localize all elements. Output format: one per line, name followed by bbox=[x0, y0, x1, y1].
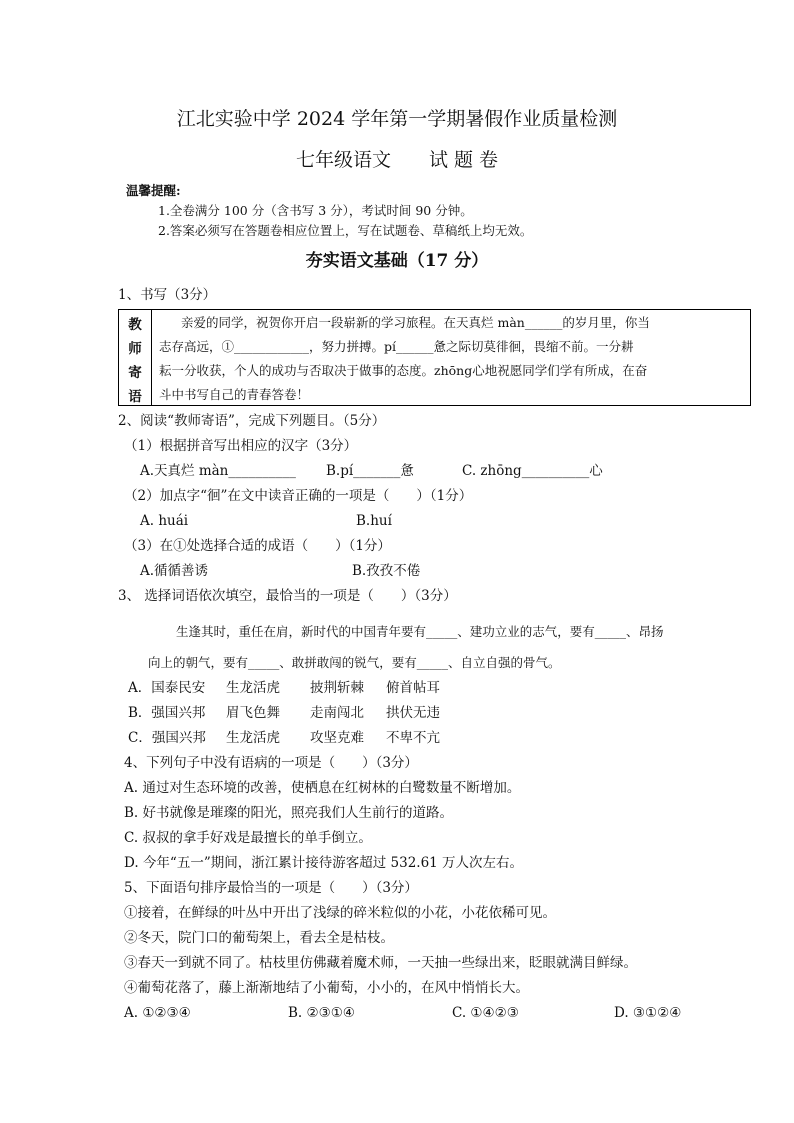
q3-passage-line: 生逢其时，重任在肩，新时代的中国青年要有_____、建功立业的志气，要有_____、昂扬 bbox=[176, 624, 664, 639]
q4-option-a: A. 通过对生态环境的改善，使栖息在红树林的白鹭数量不断增加。 bbox=[124, 780, 521, 796]
reminder-item-2: 2.答案必须写在答题卷相应位置上，写在试题卷、草稿纸上均无效。 bbox=[158, 223, 533, 238]
page-subtitle: 七年级语文 试 题 卷 bbox=[295, 149, 499, 171]
q4-option-c: C. 叔叔的拿手好戏是最擅长的单手倒立。 bbox=[124, 830, 372, 846]
q2-sub3-opt-b: B.孜孜不倦 bbox=[352, 563, 421, 579]
q2-sub1-opt-c: C. zhōng__________心 bbox=[462, 463, 603, 479]
q2-sub2-opt-b: B.huí bbox=[356, 513, 392, 529]
q2-sub2-opt-a: A. huái bbox=[140, 513, 189, 529]
box-label-char: 师 bbox=[128, 341, 142, 357]
box-line: 斗中书写自己的青春答卷！ bbox=[159, 387, 310, 402]
q1-title: 1、书写（3分） bbox=[118, 287, 217, 303]
q3-passage-line: 向上的朝气，要有_____、敢拼敢闯的锐气，要有_____、自立自强的骨气。 bbox=[148, 655, 561, 670]
q5-option-c: C. ①④②③ bbox=[452, 1005, 519, 1021]
box-label-char: 教 bbox=[128, 317, 142, 333]
q4-title: 4、下列句子中没有语病的一项是（ ）（3分） bbox=[124, 755, 418, 771]
q3-option-a-word: 生龙活虎 bbox=[226, 680, 280, 696]
q3-option-b-word: B．强国兴邦 bbox=[128, 705, 206, 721]
q3-option-c-word: 生龙活虎 bbox=[226, 730, 280, 746]
q3-title: 3、 选择词语依次填空，最恰当的一项是（ ）（3分） bbox=[118, 588, 457, 604]
q2-sub1-opt-b: B.pí_______惫 bbox=[326, 463, 414, 479]
q3-option-b-word: 拱伏无违 bbox=[386, 705, 440, 721]
q2-sub1-opt-a: A.天真烂 màn__________ bbox=[140, 463, 296, 479]
q5-sentence-2: ②冬天，院门口的葡萄架上，看去全是枯枝。 bbox=[124, 930, 394, 946]
q3-option-a-word: A．国泰民安 bbox=[128, 680, 206, 696]
q5-option-b: B. ②③①④ bbox=[288, 1005, 355, 1021]
q5-option-a: A. ①②③④ bbox=[124, 1005, 191, 1021]
q5-option-d: D. ③①②④ bbox=[614, 1005, 682, 1021]
q2-sub3-opt-a: A.循循善诱 bbox=[140, 563, 209, 579]
teacher-message-box bbox=[118, 309, 751, 406]
box-line: 耘一分收获，个人的成功与否取决于做事的态度。zhōng心地祝愿同学们学有所成，在奋 bbox=[159, 363, 648, 378]
box-label-char: 语 bbox=[128, 389, 142, 405]
q2-title: 2、阅读“教师寄语”，完成下列题目。（5分） bbox=[118, 413, 386, 429]
page-title: 江北实验中学 2024 学年第一学期暑假作业质量检测 bbox=[176, 108, 618, 130]
q3-option-c-word: C．强国兴邦 bbox=[128, 730, 206, 746]
q4-option-d: D. 今年“五一”期间，浙江累计接待游客超过 532.61 万人次左右。 bbox=[124, 855, 524, 871]
q5-sentence-1: ①接着，在鲜绿的叶丛中开出了浅绿的碎米粒似的小花，小花依稀可见。 bbox=[124, 905, 556, 921]
q3-option-c-word: 不卑不亢 bbox=[386, 730, 440, 746]
q2-sub2: （2）加点字“徊”在文中读音正确的一项是（ ）（1分） bbox=[124, 488, 473, 504]
q3-option-c-word: 攻坚克难 bbox=[310, 730, 364, 746]
q3-option-b-word: 走南闯北 bbox=[310, 705, 364, 721]
q3-option-a-word: 披荆斩棘 bbox=[310, 680, 364, 696]
section-title: 夯实语文基础（17 分） bbox=[305, 251, 489, 271]
box-line: 志存高远，①____________，努力拼搏。pí______惫之际切莫徘徊，畏缩不前。一分耕 bbox=[159, 339, 634, 354]
q2-sub3: （3）在①处选择合适的成语（ ）（1分） bbox=[124, 538, 391, 554]
box-divider bbox=[151, 310, 152, 405]
q5-sentence-4: ④葡萄花落了，藤上渐渐地结了小葡萄，小小的，在风中悄悄长大。 bbox=[124, 980, 529, 996]
q3-option-b-word: 眉飞色舞 bbox=[226, 705, 280, 721]
q5-title: 5、下面语句排序最恰当的一项是（ ）（3分） bbox=[124, 880, 418, 896]
box-label-char: 寄 bbox=[128, 365, 142, 381]
q3-option-a-word: 俯首帖耳 bbox=[386, 680, 440, 696]
q4-option-b: B. 好书就像是璀璨的阳光，照亮我们人生前行的道路。 bbox=[124, 805, 454, 821]
q2-sub1: （1）根据拼音写出相应的汉字（3分） bbox=[124, 438, 358, 454]
reminder-label: 温馨提醒: bbox=[126, 183, 181, 198]
reminder-item-1: 1.全卷满分 100 分（含书写 3 分），考试时间 90 分钟。 bbox=[158, 203, 473, 218]
q5-sentence-3: ③春天一到就不同了。枯枝里仿佛藏着魔术师，一天抽一些绿出来，眨眼就满目鲜绿。 bbox=[124, 955, 637, 971]
box-line: 亲爱的同学，祝贺你开启一段崭新的学习旅程。在天真烂 màn______的岁月里，你当 bbox=[181, 315, 650, 330]
